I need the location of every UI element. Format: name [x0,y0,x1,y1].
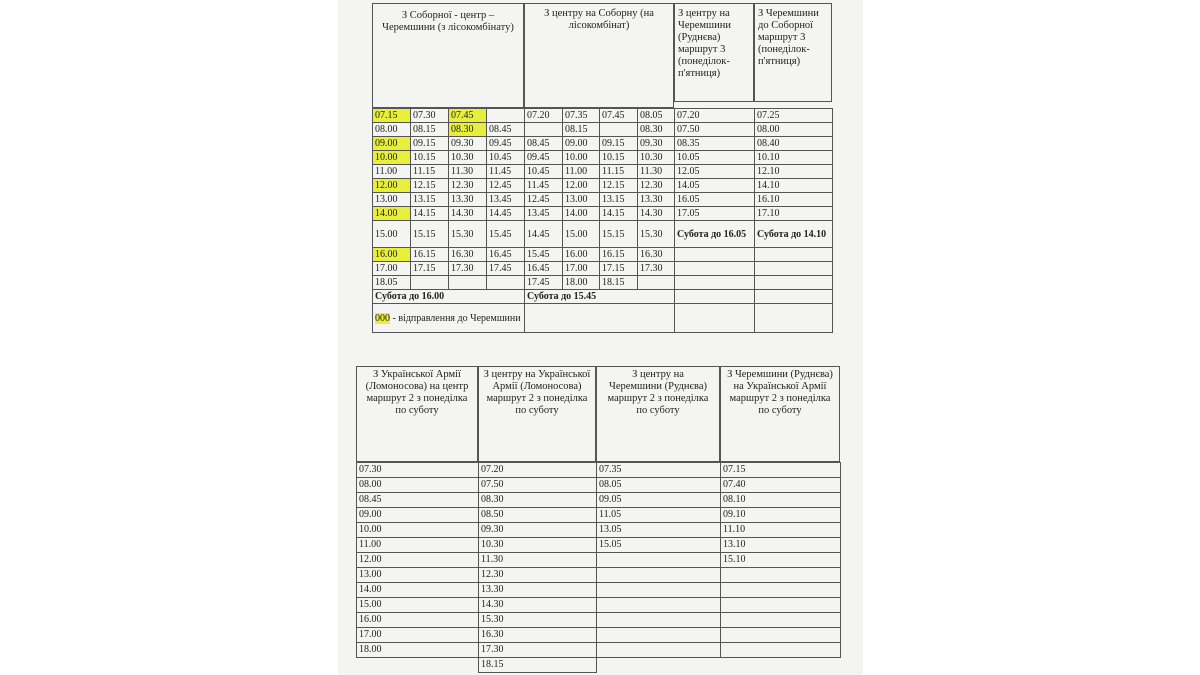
time-cell: 12.30 [479,568,597,583]
time-cell: 12.00 [563,179,600,193]
time-cell: 10.00 [373,151,411,165]
time-cell: 15.05 [597,538,721,553]
time-cell: 08.15 [563,123,600,137]
time-cell: 07.50 [479,478,597,493]
time-cell [357,658,479,673]
time-cell: 18.15 [479,658,597,673]
table-row [373,276,833,290]
time-cell: 16.15 [600,248,638,262]
time-cell: 07.30 [411,109,449,123]
table-row [357,508,841,523]
time-cell [721,628,841,643]
time-cell: Субота до 16.05 [675,221,755,248]
table-row [373,248,833,262]
time-cell: 12.15 [600,179,638,193]
time-cell: 11.15 [411,165,449,179]
time-cell: 15.00 [357,598,479,613]
time-cell: 10.45 [525,165,563,179]
time-cell: 13.45 [487,193,525,207]
t2-header-3: З центру на Черемшини (Руднєва) маршрут 2 з понеділка по суботу [596,366,720,462]
time-cell [721,613,841,628]
schedule-table-2 [356,462,841,673]
t2-header-2: З центру на Української Армії (Ломоносова) маршрут 2 з понеділка по суботу [478,366,596,462]
time-cell: 07.35 [597,463,721,478]
time-cell: 10.30 [449,151,487,165]
time-cell: 15.00 [373,221,411,248]
table-row [373,123,833,137]
time-cell: 08.00 [357,478,479,493]
time-cell: 08.50 [479,508,597,523]
time-cell: 11.30 [638,165,675,179]
table-row [357,658,841,673]
time-cell: 13.15 [600,193,638,207]
table-row [357,583,841,598]
time-cell: 17.00 [373,262,411,276]
time-cell: 14.15 [600,207,638,221]
table-row [357,553,841,568]
time-cell: 15.45 [525,248,563,262]
time-cell: 12.30 [638,179,675,193]
time-cell: 09.45 [525,151,563,165]
time-cell: 13.00 [357,568,479,583]
time-cell: 13.05 [597,523,721,538]
time-cell: 09.15 [600,137,638,151]
time-cell: 09.15 [411,137,449,151]
time-cell [755,248,833,262]
time-cell: 10.15 [411,151,449,165]
time-cell: 14.30 [449,207,487,221]
time-cell: 14.30 [638,207,675,221]
time-cell: 08.45 [525,137,563,151]
time-cell: 16.30 [638,248,675,262]
time-cell: 11.45 [525,179,563,193]
table-row [373,193,833,207]
time-cell: 13.45 [525,207,563,221]
time-cell [487,109,525,123]
time-cell [597,553,721,568]
time-cell: 10.30 [479,538,597,553]
time-cell: 18.05 [373,276,411,290]
table-row [357,628,841,643]
time-cell: 11.30 [449,165,487,179]
time-cell: 09.00 [373,137,411,151]
time-cell [600,123,638,137]
time-cell: 09.00 [563,137,600,151]
time-cell [411,276,449,290]
t1-header-2: З центру на Соборну (на лісокомбінат) [524,3,674,108]
time-cell: 07.20 [479,463,597,478]
time-cell: 10.05 [675,151,755,165]
time-cell: 09.00 [357,508,479,523]
time-cell: 16.00 [357,613,479,628]
time-cell: 13.10 [721,538,841,553]
t1-footer-left: Субота до 16.00 [373,290,525,304]
time-cell: 11.00 [357,538,479,553]
time-cell: 07.30 [357,463,479,478]
time-cell [755,276,833,290]
time-cell: 15.30 [479,613,597,628]
time-cell: 11.00 [563,165,600,179]
table-row [357,478,841,493]
time-cell: 17.00 [563,262,600,276]
time-cell: 13.00 [373,193,411,207]
time-cell: Субота до 14.10 [755,221,833,248]
time-cell: 17.15 [411,262,449,276]
time-cell: 16.30 [449,248,487,262]
t1-legend [373,304,525,333]
table-row [373,221,833,248]
table-row [357,463,841,478]
time-cell: 16.30 [479,628,597,643]
time-cell: 15.30 [449,221,487,248]
time-cell: 11.15 [600,165,638,179]
time-cell: 16.05 [675,193,755,207]
time-cell: 18.15 [600,276,638,290]
t2-header-4: З Черемшини (Руднєва) на Української Армії маршрут 2 з понеділка по суботу [720,366,840,462]
time-cell: 15.45 [487,221,525,248]
time-cell [597,568,721,583]
table-row [357,538,841,553]
time-cell: 12.05 [675,165,755,179]
time-cell: 08.30 [638,123,675,137]
time-cell: 07.35 [563,109,600,123]
time-cell: 10.00 [357,523,479,538]
time-cell: 08.35 [675,137,755,151]
time-cell [597,628,721,643]
time-cell: 08.15 [411,123,449,137]
time-cell: 08.00 [373,123,411,137]
schedule-table-1 [372,108,833,333]
time-cell: 12.10 [755,165,833,179]
table-row [373,151,833,165]
time-cell: 14.00 [563,207,600,221]
time-cell: 13.30 [638,193,675,207]
time-cell: 07.50 [675,123,755,137]
table-row [357,568,841,583]
t1-header-3: З центру на Черемшини (Руднєва) маршрут 3 (понеділок-п'ятниця) [674,3,754,102]
time-cell [597,613,721,628]
time-cell: 11.05 [597,508,721,523]
time-cell [597,658,721,673]
time-cell: 17.30 [638,262,675,276]
time-cell: 10.00 [563,151,600,165]
time-cell: 10.15 [600,151,638,165]
time-cell: 17.10 [755,207,833,221]
table-row [357,613,841,628]
time-cell: 17.05 [675,207,755,221]
time-cell: 09.10 [721,508,841,523]
time-cell: 09.30 [449,137,487,151]
time-cell: 14.00 [373,207,411,221]
time-cell [721,598,841,613]
time-cell: 13.00 [563,193,600,207]
t1-footer-mid: Субота до 15.45 [525,290,675,304]
time-cell: 16.10 [755,193,833,207]
time-cell: 08.00 [755,123,833,137]
time-cell [597,583,721,598]
time-cell: 16.45 [487,248,525,262]
table-row [373,165,833,179]
time-cell: 12.00 [373,179,411,193]
table-row [357,598,841,613]
time-cell: 16.00 [563,248,600,262]
table-row [373,207,833,221]
table-row [373,179,833,193]
time-cell: 18.00 [357,643,479,658]
time-cell: 07.45 [449,109,487,123]
time-cell: 12.45 [525,193,563,207]
table-row [357,643,841,658]
time-cell: 14.10 [755,179,833,193]
time-cell [487,276,525,290]
time-cell: 17.30 [479,643,597,658]
time-cell: 08.10 [721,493,841,508]
time-cell: 10.45 [487,151,525,165]
time-cell: 17.00 [357,628,479,643]
t1-header-1: З Соборної - центр – Черемшини (з лісокомбінату) [372,3,524,108]
time-cell: 15.00 [563,221,600,248]
time-cell [721,658,841,673]
time-cell: 18.00 [563,276,600,290]
time-cell: 12.30 [449,179,487,193]
time-cell: 10.30 [638,151,675,165]
time-cell: 16.45 [525,262,563,276]
time-cell: 08.45 [487,123,525,137]
table-row [373,262,833,276]
time-cell: 08.05 [638,109,675,123]
time-cell: 13.30 [449,193,487,207]
time-cell: 17.45 [525,276,563,290]
table-row [373,137,833,151]
time-cell: 16.15 [411,248,449,262]
table-row [373,109,833,123]
time-cell: 14.45 [487,207,525,221]
time-cell [721,568,841,583]
time-cell: 11.00 [373,165,411,179]
time-cell: 07.15 [373,109,411,123]
time-cell: 17.15 [600,262,638,276]
time-cell: 14.00 [357,583,479,598]
legend-highlight-sample: 000 [375,312,390,324]
time-cell [721,583,841,598]
time-cell: 08.30 [479,493,597,508]
legend-text: - відправлення до Черемшини [392,312,521,324]
time-cell: 11.45 [487,165,525,179]
time-cell: 08.40 [755,137,833,151]
time-cell: 14.15 [411,207,449,221]
t1-header-4: З Черемшини до Соборної маршрут 3 (понеділок-п'ятниця) [754,3,832,102]
time-cell: 11.10 [721,523,841,538]
time-cell: 15.15 [411,221,449,248]
time-cell: 09.30 [479,523,597,538]
time-cell: 07.15 [721,463,841,478]
time-cell: 12.15 [411,179,449,193]
time-cell: 10.10 [755,151,833,165]
time-cell: 07.20 [525,109,563,123]
time-cell: 13.15 [411,193,449,207]
time-cell: 09.45 [487,137,525,151]
time-cell [597,643,721,658]
time-cell [675,248,755,262]
time-cell: 07.25 [755,109,833,123]
time-cell: 08.30 [449,123,487,137]
time-cell: 09.05 [597,493,721,508]
time-cell: 07.40 [721,478,841,493]
time-cell: 13.30 [479,583,597,598]
time-cell: 14.30 [479,598,597,613]
time-cell [675,276,755,290]
time-cell [755,262,833,276]
time-cell [597,598,721,613]
time-cell: 12.00 [357,553,479,568]
time-cell [675,262,755,276]
time-cell: 17.45 [487,262,525,276]
time-cell [449,276,487,290]
time-cell: 16.00 [373,248,411,262]
table-row [357,523,841,538]
time-cell: 08.05 [597,478,721,493]
time-cell: 15.30 [638,221,675,248]
time-cell: 09.30 [638,137,675,151]
t2-header-1: З Української Армії (Ломоносова) на центр маршрут 2 з понеділка по суботу [356,366,478,462]
time-cell: 11.30 [479,553,597,568]
time-cell: 17.30 [449,262,487,276]
time-cell [525,123,563,137]
time-cell: 12.45 [487,179,525,193]
time-cell: 07.45 [600,109,638,123]
time-cell: 14.45 [525,221,563,248]
time-cell: 08.45 [357,493,479,508]
time-cell: 14.05 [675,179,755,193]
time-cell: 15.10 [721,553,841,568]
table-row [357,493,841,508]
time-cell [638,276,675,290]
time-cell: 07.20 [675,109,755,123]
time-cell: 15.15 [600,221,638,248]
time-cell [721,643,841,658]
